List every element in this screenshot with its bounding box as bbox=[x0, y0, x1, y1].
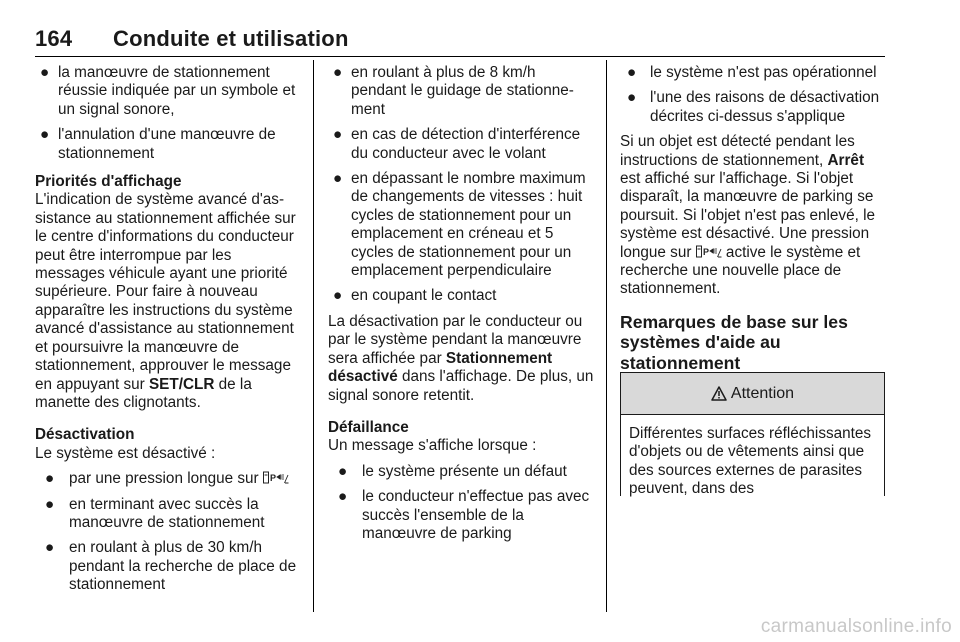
attention-box bbox=[620, 372, 885, 496]
objet-paragraph: Si un objet est détecté pendant les instructions de stationnement, Arrêt est affiché sur l'affichage. Si l'objet disparaît, la manœuvre de parking se poursuit. Si l'objet n'est pas enlevé, le système est désactivé. Une pression longue sur P active le système et recherche une nouvelle place de stationnement. bbox=[620, 133, 875, 298]
svg-text:P: P bbox=[702, 246, 709, 257]
attention-title: Attention bbox=[730, 384, 795, 402]
defaillance-heading: Défaillance bbox=[328, 418, 409, 436]
parking-assist-button-icon bbox=[263, 471, 289, 484]
list-item: ● la manœuvre de stationnement réussie indiquée par un symbole et un signal sonore, bbox=[40, 64, 296, 118]
bullet-icon: ● bbox=[40, 126, 50, 144]
bullet-list-top bbox=[35, 64, 303, 163]
list-item: ● en cas de détection d'interférence du conducteur avec le volant bbox=[333, 126, 581, 162]
bullet-icon: ● bbox=[627, 64, 637, 81]
bullet-icon: ● bbox=[338, 462, 348, 480]
defaillance-intro: Un message s'affiche lorsque : bbox=[328, 437, 537, 455]
list-item: ● en terminant avec succès la manœuvre de stationnement bbox=[45, 495, 265, 531]
defaillance-list-cont bbox=[620, 64, 886, 126]
bullet-icon: ● bbox=[45, 470, 55, 488]
page-title: Conduite et utilisation bbox=[113, 26, 349, 51]
defaillance-list bbox=[328, 463, 594, 544]
list-item: ● le système n'est pas opérationnel bbox=[627, 64, 877, 81]
column-divider-2 bbox=[606, 60, 607, 612]
bullet-icon: ● bbox=[333, 170, 343, 188]
list-item: ● en coupant le contact bbox=[333, 287, 497, 305]
bullet-icon: ● bbox=[333, 287, 343, 305]
list-item: ● l'une des raisons de désactivation décrites ci-dessus s'applique bbox=[627, 89, 880, 125]
desactivation-display-paragraph: La désactivation par le conducteur ou par le système pendant la manœuvre sera affichée par Stationnement désactivé dans l'affichage. De plus, un signal sonore retentit. bbox=[328, 312, 594, 404]
desactivation-list bbox=[35, 470, 303, 594]
bullet-icon: ● bbox=[338, 488, 348, 506]
list-item: ● par une pression longue sur P bbox=[35, 470, 303, 488]
remarques-heading: Remarques de base sur les systèmes d'aide au stationnement bbox=[620, 311, 848, 373]
bullet-icon: ● bbox=[45, 539, 55, 557]
priorites-paragraph: L'indication de système avancé d'assistance au stationnement affichée sur le centre d'informations du conducteur peut être interrompue par les messages véhicule ayant une priorité supérieure. Pour faire à nouveau apparaître les instructions du système avancé d'assistance au stationnement et poursuivre la manœuvre de stationnement, approuver le message en appuyant sur SET/CLR de la manette des clignotants. bbox=[35, 191, 296, 411]
attention-text: Différentes surfaces réfléchissantes d'objets ou de vêtements ainsi que des sources externes de parasites peuvent, dans des bbox=[629, 425, 872, 498]
bullet-icon: ● bbox=[40, 64, 50, 81]
header-rule bbox=[35, 56, 885, 57]
bullet-icon: ● bbox=[45, 495, 55, 513]
page-number: 164 bbox=[35, 26, 73, 51]
watermark: carmanualsonline.info bbox=[760, 616, 952, 637]
bullet-icon: ● bbox=[333, 126, 343, 144]
list-item: ● l'annulation d'une manœuvre de stationnement bbox=[40, 126, 276, 162]
bullet-list-cont bbox=[328, 64, 594, 306]
page-header bbox=[35, 26, 885, 56]
bullet-icon: ● bbox=[333, 64, 343, 81]
column-divider-1 bbox=[313, 60, 314, 612]
bullet-icon: ● bbox=[627, 89, 637, 107]
list-item: ● le conducteur n'effectue pas avec succès l'ensemble de la manœuvre de parking bbox=[338, 488, 590, 542]
priorites-heading: Priorités d'affichage bbox=[35, 173, 182, 191]
attention-header bbox=[621, 373, 884, 415]
parking-assist-button-icon bbox=[696, 245, 722, 258]
desactivation-heading: Désactivation bbox=[35, 426, 135, 444]
list-item: ● le système présente un défaut bbox=[338, 462, 567, 480]
column-2 bbox=[328, 64, 594, 550]
list-item: ● en roulant à plus de 30 km/h pendant la recherche de place de stationnement bbox=[45, 539, 297, 594]
desactivation-intro: Le système est désactivé : bbox=[35, 444, 216, 462]
column-1 bbox=[35, 64, 303, 602]
warning-triangle-icon bbox=[711, 386, 727, 401]
column-3 bbox=[620, 64, 886, 383]
list-item: ● en roulant à plus de 8 km/h pendant le guidage de stationnement bbox=[333, 64, 574, 118]
svg-text:P: P bbox=[269, 473, 276, 484]
list-item: ● en dépassant le nombre maximum de changements de vitesses : huit cycles de stationnement pour un emplacement en créneau et 5 cycles de stationnement pour un emplacement perpendiculaire bbox=[333, 170, 586, 280]
